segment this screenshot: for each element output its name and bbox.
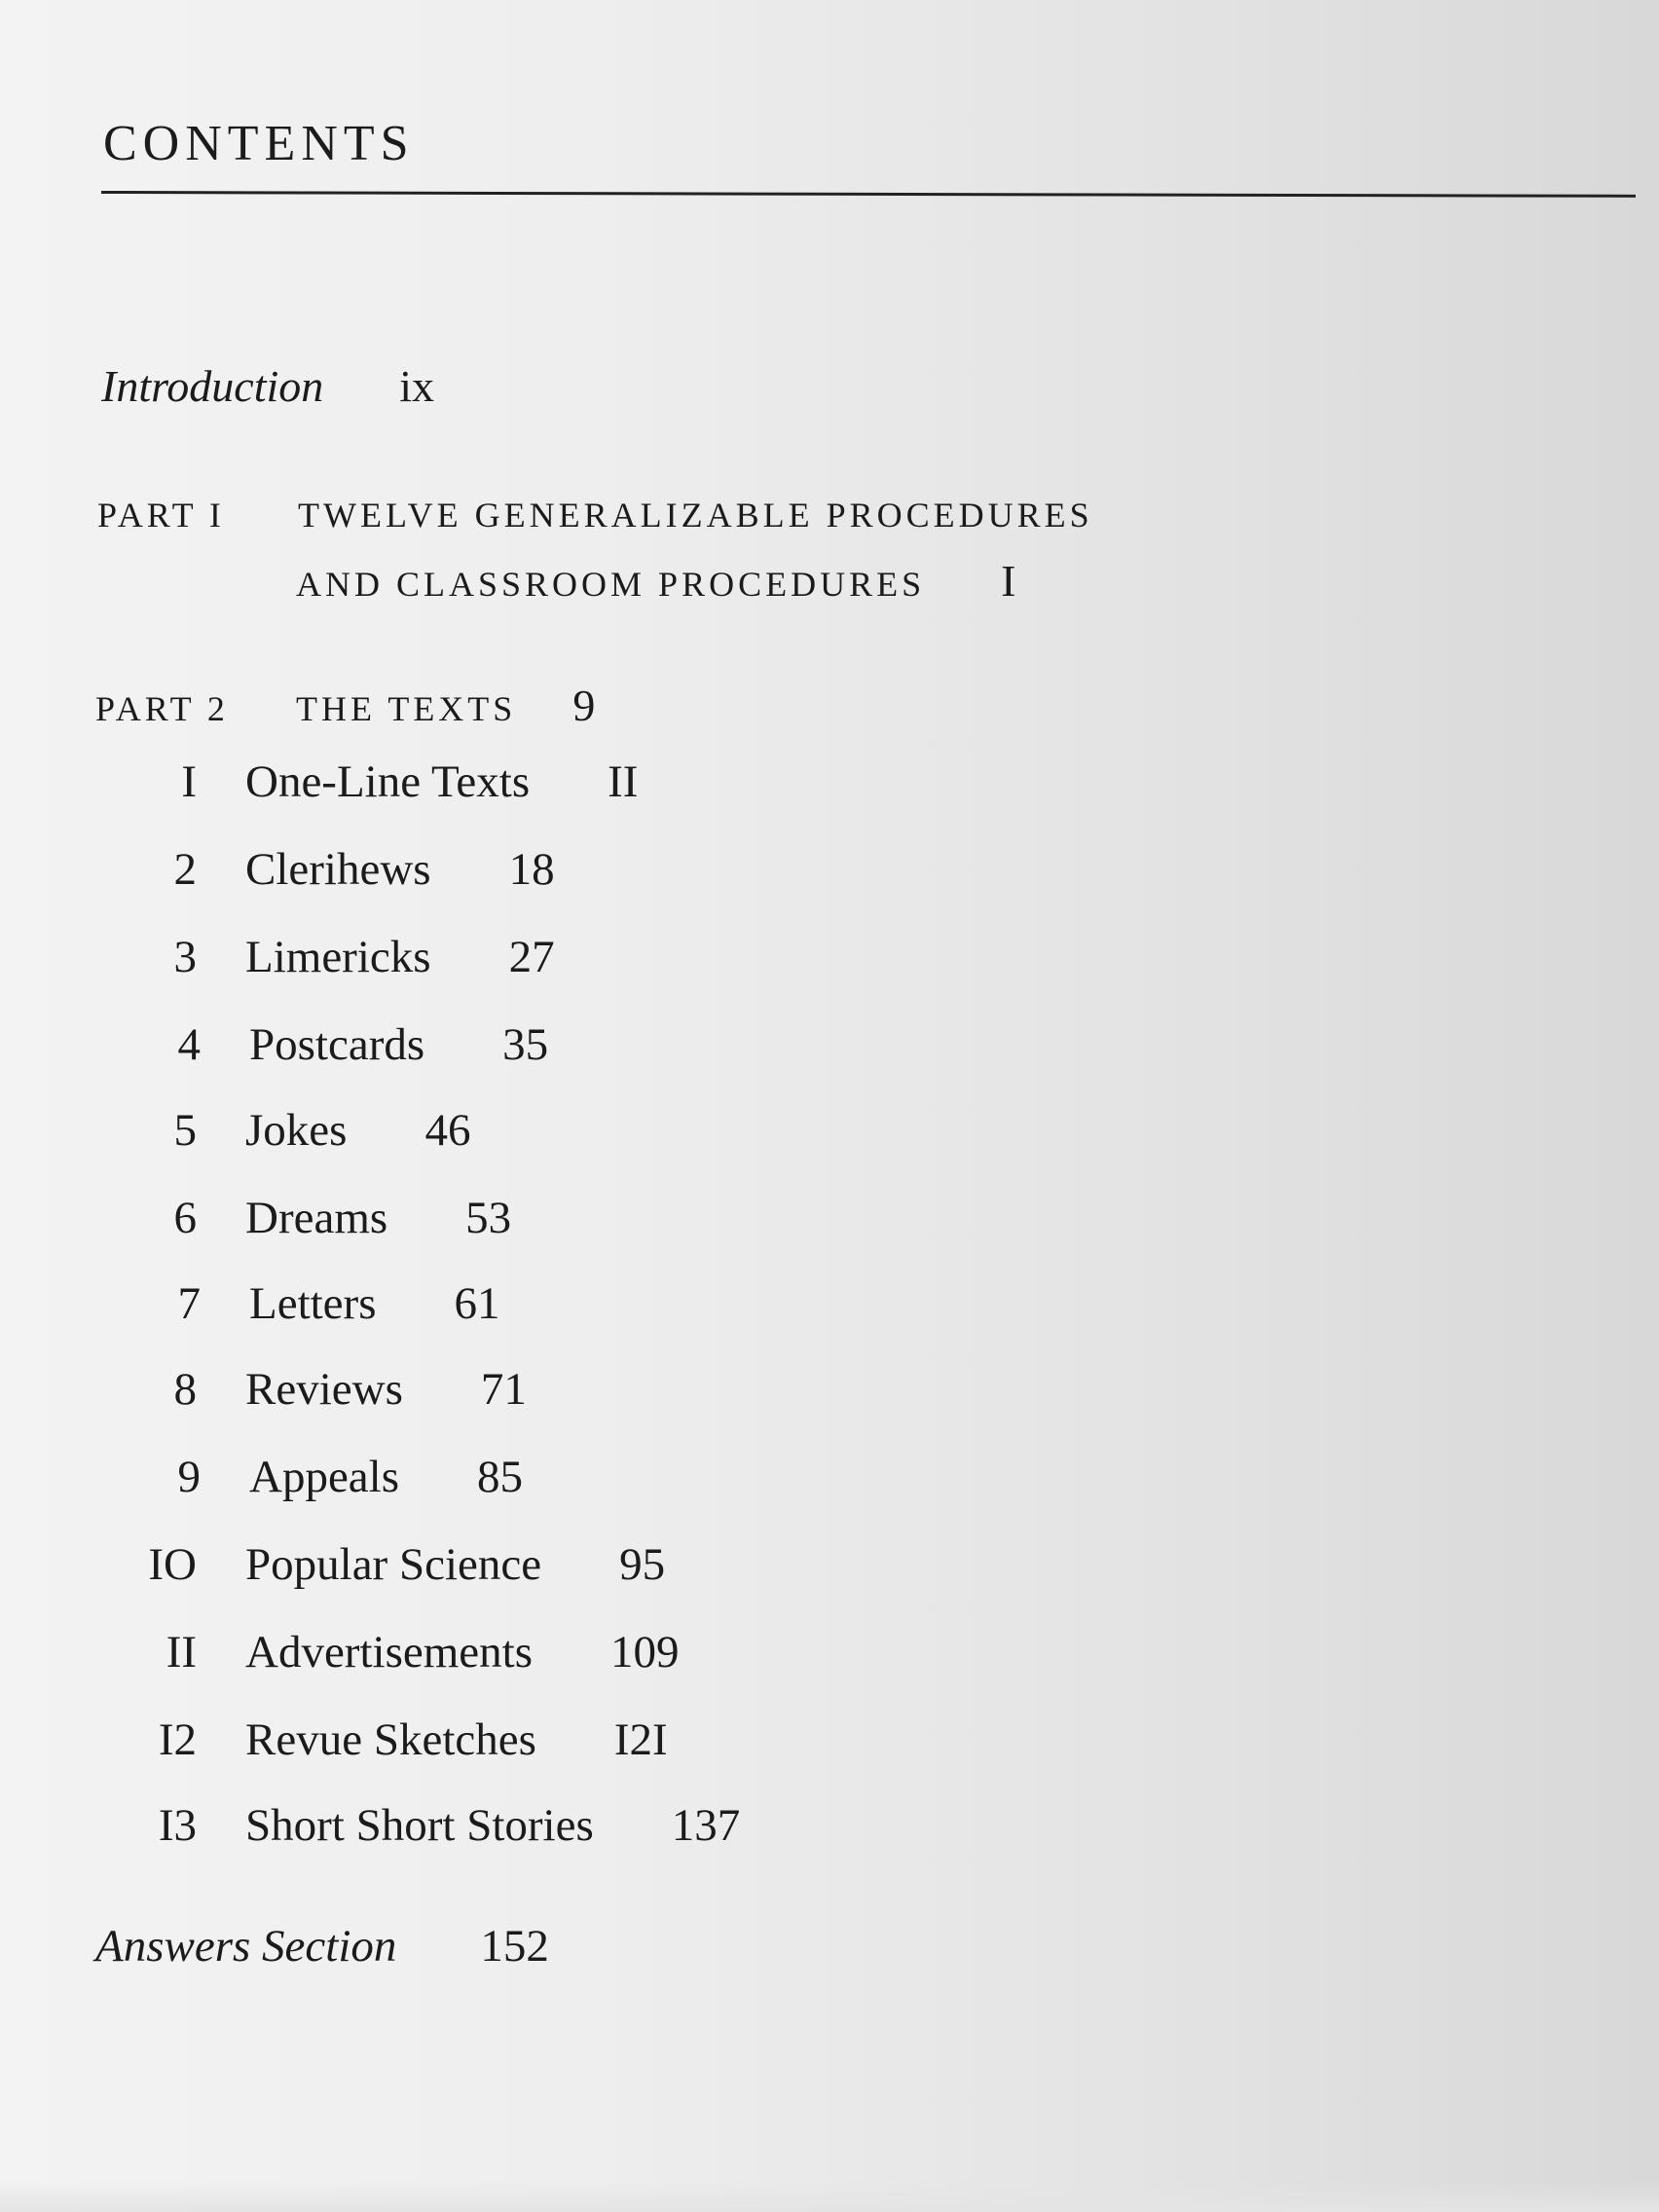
entry-page-number: 35 <box>502 1019 549 1070</box>
toc-chapter-entry[interactable] <box>107 1714 668 1766</box>
chapter-title: Letters <box>249 1278 377 1329</box>
chapter-number: IO <box>148 1539 197 1590</box>
chapter-title: Dreams <box>245 1193 388 1243</box>
chapter-number: 4 <box>177 1019 201 1070</box>
toc-entry-introduction[interactable] <box>101 360 434 412</box>
chapter-title: Postcards <box>249 1019 425 1070</box>
entry-page-number: I2I <box>613 1714 668 1765</box>
toc-chapter-entry[interactable] <box>107 931 555 983</box>
chapter-title: Appeals <box>249 1452 400 1502</box>
toc-chapter-entry[interactable] <box>111 1277 500 1330</box>
entry-page-number: 61 <box>454 1278 500 1329</box>
chapter-title: Clerihews <box>245 844 431 895</box>
chapter-number: 6 <box>173 1193 197 1243</box>
chapter-number: 7 <box>177 1278 201 1329</box>
chapter-title: Popular Science <box>245 1539 542 1590</box>
toc-chapter-entry[interactable] <box>107 1538 665 1591</box>
entry-page-number: 53 <box>465 1193 512 1243</box>
toc-entry-part-1[interactable] <box>97 495 1093 535</box>
entry-page-number: 27 <box>508 932 555 982</box>
entry-page-number: II <box>608 756 639 807</box>
chapter-number: II <box>166 1627 197 1677</box>
toc-chapter-entry[interactable] <box>107 843 555 896</box>
toc-entry-part-2[interactable] <box>95 680 595 731</box>
part-title: THE TEXTS <box>296 689 517 728</box>
chapter-number: I3 <box>158 1800 197 1851</box>
entry-page-number: 18 <box>508 844 555 895</box>
toc-chapter-entry[interactable] <box>107 1104 470 1157</box>
chapter-number: I2 <box>158 1714 197 1765</box>
entry-page-number: 109 <box>610 1627 680 1677</box>
toc-entry-answers[interactable] <box>95 1920 549 1972</box>
part-tag: PART 2 <box>95 689 229 728</box>
chapter-number: 8 <box>173 1364 197 1415</box>
toc-chapter-entry[interactable] <box>111 1451 523 1503</box>
chapter-title: One-Line Texts <box>245 756 531 807</box>
chapter-number: I <box>181 756 197 807</box>
chapter-number: 9 <box>177 1452 201 1502</box>
chapter-title: Jokes <box>245 1105 348 1156</box>
chapter-number: 3 <box>173 932 197 982</box>
chapter-title: Limericks <box>245 932 431 982</box>
entry-page-number: I <box>1001 556 1016 606</box>
entry-page-number: 46 <box>424 1105 471 1156</box>
toc-chapter-entry[interactable] <box>107 1192 511 1244</box>
part-title-line-2: AND CLASSROOM PROCEDURES <box>296 565 926 604</box>
toc-chapter-entry[interactable] <box>111 1018 548 1071</box>
entry-page-number: 152 <box>480 1921 549 1972</box>
chapter-title: Reviews <box>245 1364 403 1415</box>
part-title-line-1: TWELVE GENERALIZABLE PROCEDURES <box>298 496 1093 535</box>
title-rule <box>101 191 1636 198</box>
entry-page-number: 9 <box>572 681 596 730</box>
entry-page-number: 95 <box>619 1539 666 1590</box>
chapter-number: 2 <box>173 844 197 895</box>
page-title: CONTENTS <box>103 116 415 171</box>
entry-label: Introduction <box>101 361 324 411</box>
entry-page-number: 85 <box>477 1452 524 1502</box>
chapter-title: Revue Sketches <box>245 1714 536 1765</box>
entry-label: Answers Section <box>95 1921 397 1972</box>
page-bottom-edge <box>0 2181 1659 2212</box>
toc-chapter-entry[interactable] <box>107 1626 680 1678</box>
toc-chapter-entry[interactable] <box>107 756 638 808</box>
toc-chapter-entry[interactable] <box>107 1363 527 1416</box>
toc-chapter-entry[interactable] <box>107 1799 740 1852</box>
entry-page-number: ix <box>399 361 435 411</box>
chapter-number: 5 <box>173 1105 197 1156</box>
entry-page-number: 71 <box>480 1364 527 1415</box>
entry-page-number: 137 <box>671 1800 741 1851</box>
toc-entry-part-1-continued[interactable] <box>296 555 1015 607</box>
chapter-title: Advertisements <box>245 1627 533 1677</box>
chapter-title: Short Short Stories <box>245 1800 594 1851</box>
part-tag: PART I <box>97 496 225 535</box>
